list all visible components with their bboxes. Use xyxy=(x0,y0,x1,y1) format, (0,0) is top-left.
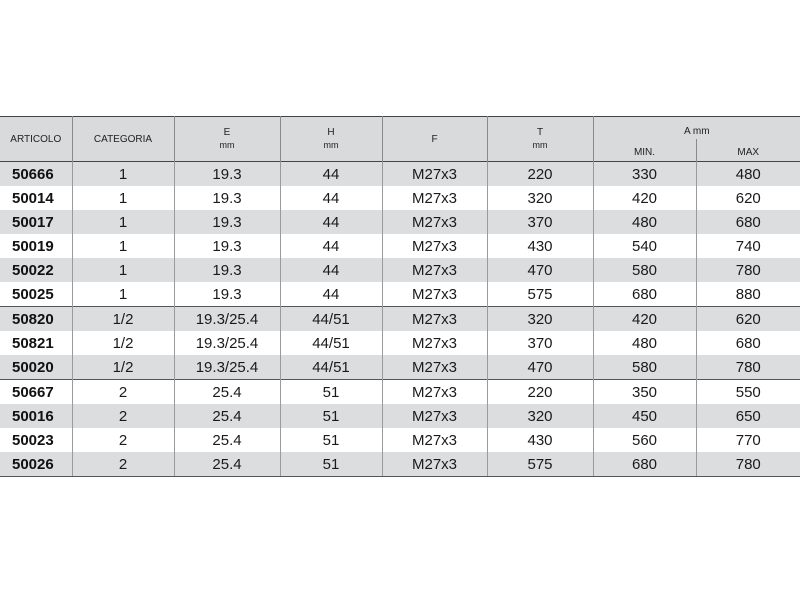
cell-max: 680 xyxy=(696,210,800,234)
table-row xyxy=(0,282,800,307)
cell-categoria: 2 xyxy=(72,380,174,405)
cell-categoria: 1 xyxy=(72,258,174,282)
header-t: T mm xyxy=(487,117,593,162)
cell-max: 620 xyxy=(696,307,800,332)
cell-t: 320 xyxy=(487,404,593,428)
cell-t: 370 xyxy=(487,331,593,355)
cell-max: 480 xyxy=(696,162,800,187)
cell-min: 580 xyxy=(593,355,696,380)
cell-max: 770 xyxy=(696,428,800,452)
cell-t: 470 xyxy=(487,258,593,282)
cell-f: M27x3 xyxy=(382,355,487,380)
cell-t: 430 xyxy=(487,428,593,452)
cell-h: 51 xyxy=(280,404,382,428)
cell-articolo: 50017 xyxy=(0,210,72,234)
cell-h: 51 xyxy=(280,428,382,452)
cell-articolo: 50022 xyxy=(0,258,72,282)
header-a-max: MAX xyxy=(696,139,800,162)
header-a: A mm xyxy=(593,117,800,140)
cell-h: 44 xyxy=(280,258,382,282)
table-row xyxy=(0,258,800,282)
cell-e: 19.3 xyxy=(174,162,280,187)
cell-max: 680 xyxy=(696,331,800,355)
cell-max: 740 xyxy=(696,234,800,258)
cell-t: 430 xyxy=(487,234,593,258)
cell-articolo: 50016 xyxy=(0,404,72,428)
cell-e: 19.3/25.4 xyxy=(174,355,280,380)
cell-articolo: 50820 xyxy=(0,307,72,332)
cell-categoria: 2 xyxy=(72,428,174,452)
table-row xyxy=(0,452,800,477)
cell-articolo: 50821 xyxy=(0,331,72,355)
table-row xyxy=(0,210,800,234)
cell-t: 575 xyxy=(487,282,593,307)
cell-h: 44 xyxy=(280,282,382,307)
cell-e: 19.3/25.4 xyxy=(174,307,280,332)
cell-t: 575 xyxy=(487,452,593,477)
header-articolo: ARTICOLO xyxy=(0,117,72,162)
cell-t: 320 xyxy=(487,307,593,332)
cell-h: 44 xyxy=(280,162,382,187)
cell-categoria: 2 xyxy=(72,452,174,477)
header-h: H mm xyxy=(280,117,382,162)
cell-e: 19.3 xyxy=(174,210,280,234)
cell-articolo: 50666 xyxy=(0,162,72,187)
cell-min: 350 xyxy=(593,380,696,405)
cell-f: M27x3 xyxy=(382,162,487,187)
cell-e: 19.3/25.4 xyxy=(174,331,280,355)
cell-f: M27x3 xyxy=(382,428,487,452)
cell-h: 51 xyxy=(280,380,382,405)
header-e: E mm xyxy=(174,117,280,162)
cell-h: 44/51 xyxy=(280,307,382,332)
spec-table xyxy=(0,116,800,477)
cell-t: 470 xyxy=(487,355,593,380)
table-row xyxy=(0,380,800,405)
cell-f: M27x3 xyxy=(382,282,487,307)
cell-e: 25.4 xyxy=(174,452,280,477)
cell-f: M27x3 xyxy=(382,307,487,332)
cell-min: 680 xyxy=(593,282,696,307)
cell-e: 25.4 xyxy=(174,428,280,452)
table-row xyxy=(0,404,800,428)
cell-min: 450 xyxy=(593,404,696,428)
cell-min: 480 xyxy=(593,331,696,355)
cell-f: M27x3 xyxy=(382,380,487,405)
cell-f: M27x3 xyxy=(382,404,487,428)
cell-articolo: 50026 xyxy=(0,452,72,477)
cell-max: 880 xyxy=(696,282,800,307)
cell-e: 19.3 xyxy=(174,186,280,210)
cell-f: M27x3 xyxy=(382,258,487,282)
cell-categoria: 1/2 xyxy=(72,355,174,380)
table-row xyxy=(0,428,800,452)
table-row xyxy=(0,186,800,210)
table-row xyxy=(0,162,800,187)
cell-min: 560 xyxy=(593,428,696,452)
cell-categoria: 1 xyxy=(72,210,174,234)
cell-articolo: 50023 xyxy=(0,428,72,452)
cell-min: 420 xyxy=(593,307,696,332)
cell-t: 320 xyxy=(487,186,593,210)
spec-table-container xyxy=(0,116,800,477)
cell-e: 19.3 xyxy=(174,234,280,258)
cell-h: 44 xyxy=(280,210,382,234)
cell-e: 25.4 xyxy=(174,380,280,405)
table-row xyxy=(0,355,800,380)
cell-h: 44 xyxy=(280,234,382,258)
cell-max: 780 xyxy=(696,355,800,380)
cell-max: 780 xyxy=(696,258,800,282)
cell-articolo: 50019 xyxy=(0,234,72,258)
cell-categoria: 2 xyxy=(72,404,174,428)
header-a-min: MIN. xyxy=(593,139,696,162)
cell-e: 19.3 xyxy=(174,258,280,282)
cell-f: M27x3 xyxy=(382,234,487,258)
cell-categoria: 1 xyxy=(72,162,174,187)
cell-categoria: 1 xyxy=(72,186,174,210)
cell-categoria: 1 xyxy=(72,234,174,258)
cell-f: M27x3 xyxy=(382,452,487,477)
cell-categoria: 1 xyxy=(72,282,174,307)
header-h-unit: mm xyxy=(323,140,339,150)
header-f: F xyxy=(382,117,487,162)
table-header xyxy=(0,117,800,162)
cell-t: 370 xyxy=(487,210,593,234)
cell-f: M27x3 xyxy=(382,210,487,234)
cell-min: 580 xyxy=(593,258,696,282)
header-t-unit: mm xyxy=(532,140,548,150)
cell-h: 44 xyxy=(280,186,382,210)
cell-max: 780 xyxy=(696,452,800,477)
cell-t: 220 xyxy=(487,162,593,187)
cell-max: 550 xyxy=(696,380,800,405)
cell-min: 540 xyxy=(593,234,696,258)
cell-h: 51 xyxy=(280,452,382,477)
header-categoria: CATEGORIA xyxy=(72,117,174,162)
table-row xyxy=(0,331,800,355)
cell-e: 25.4 xyxy=(174,404,280,428)
cell-min: 480 xyxy=(593,210,696,234)
cell-min: 330 xyxy=(593,162,696,187)
cell-articolo: 50014 xyxy=(0,186,72,210)
table-row xyxy=(0,234,800,258)
table-row xyxy=(0,307,800,332)
header-e-unit: mm xyxy=(219,140,235,150)
cell-max: 650 xyxy=(696,404,800,428)
cell-f: M27x3 xyxy=(382,186,487,210)
cell-e: 19.3 xyxy=(174,282,280,307)
cell-h: 44/51 xyxy=(280,355,382,380)
cell-h: 44/51 xyxy=(280,331,382,355)
cell-f: M27x3 xyxy=(382,331,487,355)
cell-max: 620 xyxy=(696,186,800,210)
cell-articolo: 50020 xyxy=(0,355,72,380)
cell-min: 680 xyxy=(593,452,696,477)
cell-t: 220 xyxy=(487,380,593,405)
cell-categoria: 1/2 xyxy=(72,331,174,355)
cell-min: 420 xyxy=(593,186,696,210)
cell-categoria: 1/2 xyxy=(72,307,174,332)
table-body xyxy=(0,162,800,477)
cell-articolo: 50667 xyxy=(0,380,72,405)
cell-articolo: 50025 xyxy=(0,282,72,307)
